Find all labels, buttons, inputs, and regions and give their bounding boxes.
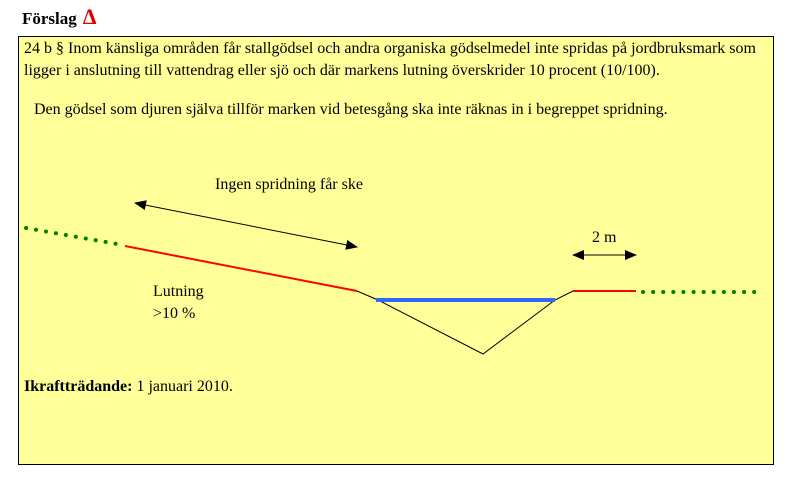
paragraph-grazing: Den gödsel som djuren själva tillför marken vid betesgång ska inte räknas in i begreppet spridning. (34, 101, 668, 118)
no-spreading-arrow (135, 203, 357, 247)
distance-label: 2 m (592, 229, 617, 246)
delta-symbol: Δ (82, 4, 97, 29)
no-spreading-label: Ingen spridning får ske (215, 176, 363, 193)
paragraph-24b: 24 b § Inom känsliga områden får stallgödsel och andra organiska gödselmedel inte spridas på jordbruksmark som ligger i anslutning till vattendrag eller sjö och där markens lutning överskrider 10 procent (10/100). (24, 40, 756, 79)
effective-date-label: Ikraftträdande: (24, 378, 133, 395)
slope-value-label: >10 % (153, 305, 196, 322)
proposal-box (18, 36, 774, 465)
slope-label: Lutning (153, 283, 204, 300)
effective-date-value: 1 januari 2010. (136, 378, 233, 395)
slope-diagram (19, 37, 775, 466)
effective-date (24, 376, 233, 398)
page-header (22, 4, 97, 34)
field-dots-left (26, 228, 123, 245)
page-title: Förslag (22, 9, 77, 28)
